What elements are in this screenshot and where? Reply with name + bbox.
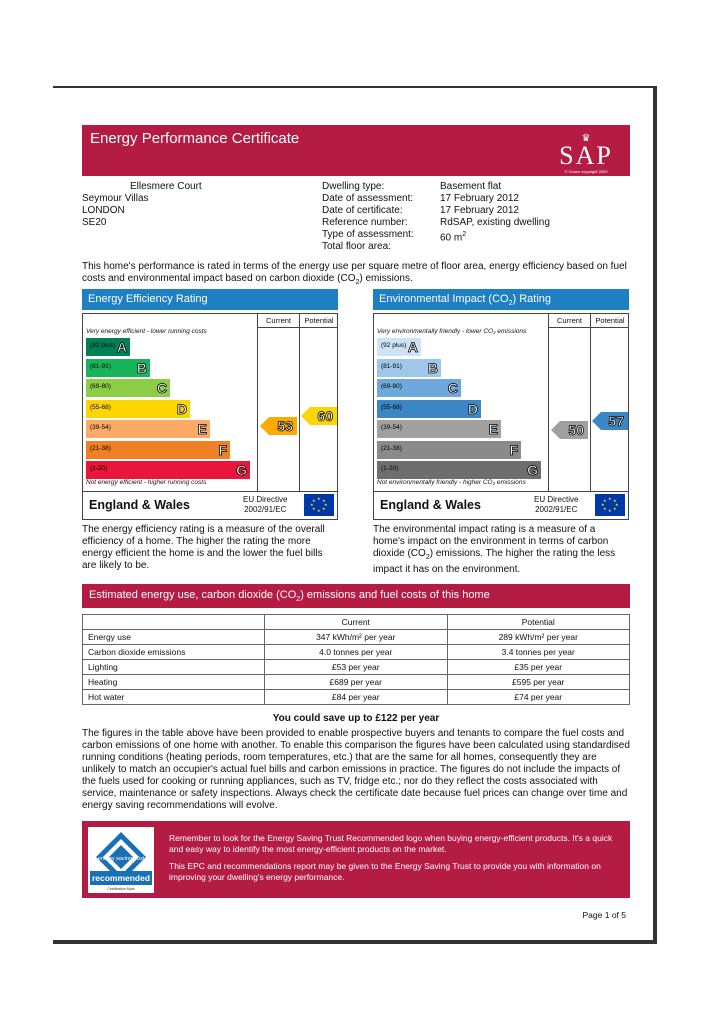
banner-text: [169, 833, 619, 882]
svg-text:★: ★: [317, 496, 321, 501]
column-divider: [590, 328, 591, 491]
potential-value: 3.4 tonnes per year: [447, 645, 630, 660]
rating-band-a: [377, 338, 421, 356]
environmental-title: Environmental Impact $(CO_2)$ Rating: [373, 289, 629, 310]
col-current-header: Current: [548, 314, 590, 328]
table-row: [83, 690, 630, 705]
band-range: (81-91): [90, 362, 111, 370]
rating-band-c: [86, 379, 170, 397]
rating-band-f: [86, 441, 230, 459]
rating-band-g: [86, 461, 250, 479]
svg-text:★: ★: [603, 506, 607, 511]
details-values: [440, 181, 550, 244]
band-range: (69-80): [90, 383, 111, 390]
band-letter: E: [197, 421, 207, 437]
band-letter: B: [427, 359, 438, 376]
svg-text:★: ★: [613, 498, 617, 503]
floor-area-value: 60 $m^2$: [440, 231, 467, 244]
rating-band-c: [377, 379, 461, 397]
environmental-description: The environmental impact rating is a measure of a home's impact on the environment in terms of carbon dioxide $(CO_2)$ emissions. The higher the rating the less impact it has on the environment.: [373, 524, 616, 575]
eu-directive: EU Directive 2002/91/EC: [534, 495, 579, 514]
column-divider: [299, 328, 300, 491]
potential-rating-arrow: [592, 412, 628, 430]
col-current-header: Current: [257, 314, 299, 328]
region-label: England & Wales: [380, 498, 481, 512]
table-row: [83, 675, 630, 690]
svg-text:★: ★: [613, 506, 617, 511]
rating-band-b: [377, 359, 441, 377]
row-label: Hot water: [83, 690, 265, 705]
column-divider: [257, 328, 258, 491]
current-rating-arrow-value: 53: [277, 418, 293, 435]
detail-label: Date of assessment:: [322, 193, 414, 204]
band-letter: F: [218, 441, 227, 458]
energy-saving-trust-logo: [88, 827, 154, 893]
band-range: (92 plus): [381, 342, 407, 349]
band-range: (92 plus): [90, 342, 116, 349]
current-rating-arrow-value: 50: [568, 422, 584, 439]
table-row: [83, 630, 630, 645]
environmental-footer: [374, 491, 628, 519]
detail-label: Type of assessment:: [322, 229, 414, 240]
estimates-title: Estimated energy use, carbon dioxide $(CO_2)$ emissions and fuel costs of this home: [82, 584, 630, 608]
efficiency-title: Energy Efficiency Rating: [82, 289, 338, 310]
sap-logo-copyright: © Crown copyright 2009: [564, 169, 608, 174]
row-label: Energy use: [83, 630, 265, 645]
detail-label: Date of certificate:: [322, 205, 403, 216]
rating-band-f: [377, 441, 521, 459]
address-line: Ellesmere Court: [130, 181, 202, 192]
band-range: (55-68): [381, 403, 402, 411]
band-letter: D: [176, 400, 187, 417]
row-label: Heating: [83, 675, 265, 690]
band-letter: A: [116, 339, 127, 355]
band-letter: B: [136, 359, 147, 376]
logo-top-text: energy saving trust: [97, 856, 145, 862]
band-letter: D: [467, 400, 478, 417]
rating-band-d: [86, 400, 190, 418]
estimates-explanation: The figures in the table above have been provided to enable prospective buyers and tenants to compare the fuel costs and carbon emissions of one home with another. To enable this comparison the figures have been calculated using standardised running conditions (heating periods, room temperatures, etc.) that are the same for all homes, consequently they are unlikely to match an occupier's actual fuel bills and carbon emissions in practice. The figures do not include the impacts of the fuels used for cooking or running appliances, such as TV, fridge etc.; nor do they reflect the costs associated with service, maintenance or safety inspections. Always check the certificate date because fuel prices can change over time and energy saving recommendations will evolve.: [82, 728, 630, 811]
address-line: LONDON: [82, 205, 125, 216]
band-range: (81-91): [381, 362, 402, 370]
svg-text:★: ★: [601, 502, 605, 507]
logo-small-text: Certification Mark: [107, 887, 135, 891]
band-range: (55-68): [90, 403, 111, 411]
current-value: 4.0 tonnes per year: [265, 645, 448, 660]
address-block: [82, 181, 202, 229]
top-caption: Very environmentally friendly - lower CO₂ emissions: [377, 328, 527, 335]
row-label: Lighting: [83, 660, 265, 675]
band-range: (1-20): [381, 465, 399, 472]
band-range: (21-38): [381, 444, 402, 452]
svg-text:★: ★: [312, 498, 316, 503]
eu-flag-icon: [304, 494, 334, 516]
intro-text: This home's performance is rated in terms of the energy use per square metre of floor area, energy efficiency based on fuel costs and environmental impact based on carbon dioxide $(CO_2)$ emissions.: [82, 261, 627, 286]
efficiency-description: The energy efficiency rating is a measure of the overall efficiency of a home. The higher the rating the more energy efficient the home is and the lower the fuel bills are likely to be.: [82, 524, 325, 571]
detail-label: Total floor area:: [322, 241, 391, 252]
table-row: [83, 660, 630, 675]
band-letter: E: [488, 421, 498, 437]
bottom-caption: Not environmentally friendly - higher CO₂ emissions: [377, 479, 526, 486]
potential-rating-arrow-value: 57: [608, 412, 624, 429]
current-value: £53 per year: [265, 660, 448, 675]
band-letter: A: [407, 339, 418, 355]
region-label: England & Wales: [89, 498, 190, 512]
address-line: Seymour Villas: [82, 193, 149, 204]
rating-band-b: [86, 359, 150, 377]
band-letter: G: [527, 462, 538, 478]
eu-directive: EU Directive 2002/91/EC: [243, 495, 288, 514]
rating-band-d: [377, 400, 481, 418]
svg-text:★: ★: [310, 502, 314, 507]
band-letter: C: [156, 380, 167, 396]
detail-value: 17 February 2012: [440, 205, 519, 216]
certificate-page: [53, 86, 657, 944]
eu-flag-icon: [595, 494, 625, 516]
detail-value: 17 February 2012: [440, 193, 519, 204]
sap-logo-text: SAP: [559, 141, 613, 170]
detail-label: Dwelling type:: [322, 181, 385, 192]
efficiency-chart: [82, 313, 338, 520]
est-banner: [82, 821, 630, 898]
crown-icon: ♛: [581, 133, 591, 144]
band-range: (69-80): [381, 383, 402, 390]
page-number: Page 1 of 5: [582, 910, 626, 920]
col-potential-header: Potential: [590, 314, 629, 328]
detail-value: RdSAP, existing dwelling: [440, 217, 550, 228]
rating-band-e: [86, 420, 210, 438]
banner-line-2: This EPC and recommendations report may be given to the Energy Saving Trust to provide you with information on improving your dwelling's energy performance.: [169, 861, 601, 882]
band-letter: F: [509, 441, 518, 458]
rating-band-g: [377, 461, 541, 479]
band-letter: C: [447, 380, 458, 396]
potential-value: £35 per year: [447, 660, 630, 675]
current-value: £84 per year: [265, 690, 448, 705]
banner-line-1: Remember to look for the Energy Saving Trust Recommended logo when buying energy-efficient products. It's a quick and easy way to identify the most energy-efficient products on the market.: [169, 833, 613, 854]
details-labels: [322, 181, 414, 253]
estimates-table: [82, 614, 630, 705]
bottom-caption: Not energy efficient - higher running costs: [86, 479, 207, 486]
svg-text:★: ★: [603, 498, 607, 503]
current-rating-arrow: [551, 421, 588, 439]
svg-text:★: ★: [322, 506, 326, 511]
svg-text:★: ★: [322, 498, 326, 503]
potential-rating-arrow: [301, 407, 337, 425]
title-banner: [82, 125, 630, 176]
top-caption: Very energy efficient - lower running costs: [86, 328, 207, 335]
address-line: SE20: [82, 217, 107, 228]
detail-label: Reference number:: [322, 217, 408, 228]
band-range: (39-54): [381, 424, 402, 431]
svg-text:★: ★: [324, 502, 328, 507]
current-value: 347 kWh/m² per year: [265, 630, 448, 645]
page-title: Energy Performance Certificate: [90, 130, 300, 147]
current-value: £689 per year: [265, 675, 448, 690]
sap-logo: [554, 133, 618, 174]
potential-value: £74 per year: [447, 690, 630, 705]
svg-text:★: ★: [608, 496, 612, 501]
row-label: Carbon dioxide emissions: [83, 645, 265, 660]
col-current-header: Current: [265, 615, 448, 630]
col-potential-header: Potential: [447, 615, 630, 630]
table-row: [83, 645, 630, 660]
logo-recommended-text: recommended: [91, 873, 151, 883]
band-range: (1-20): [90, 465, 108, 472]
efficiency-panel: [82, 289, 338, 572]
svg-text:★: ★: [608, 508, 612, 513]
col-potential-header: Potential: [299, 314, 338, 328]
svg-text:★: ★: [615, 502, 619, 507]
svg-text:★: ★: [312, 506, 316, 511]
rating-band-a: [86, 338, 130, 356]
savings-text: You could save up to £122 per year: [272, 713, 440, 724]
detail-value: Basement flat: [440, 181, 502, 192]
column-divider: [548, 328, 549, 491]
efficiency-footer: [83, 491, 337, 519]
potential-value: £595 per year: [447, 675, 630, 690]
band-range: (39-54): [90, 424, 111, 431]
environmental-chart: [373, 313, 629, 520]
environmental-panel: [373, 289, 629, 576]
rating-band-e: [377, 420, 501, 438]
band-letter: G: [236, 462, 247, 478]
current-rating-arrow: [260, 417, 297, 435]
band-range: (21-38): [90, 444, 111, 452]
potential-value: 289 kWh/m² per year: [447, 630, 630, 645]
table-header-row: [83, 615, 630, 630]
svg-text:★: ★: [317, 508, 321, 513]
potential-rating-arrow-value: 60: [317, 408, 333, 425]
